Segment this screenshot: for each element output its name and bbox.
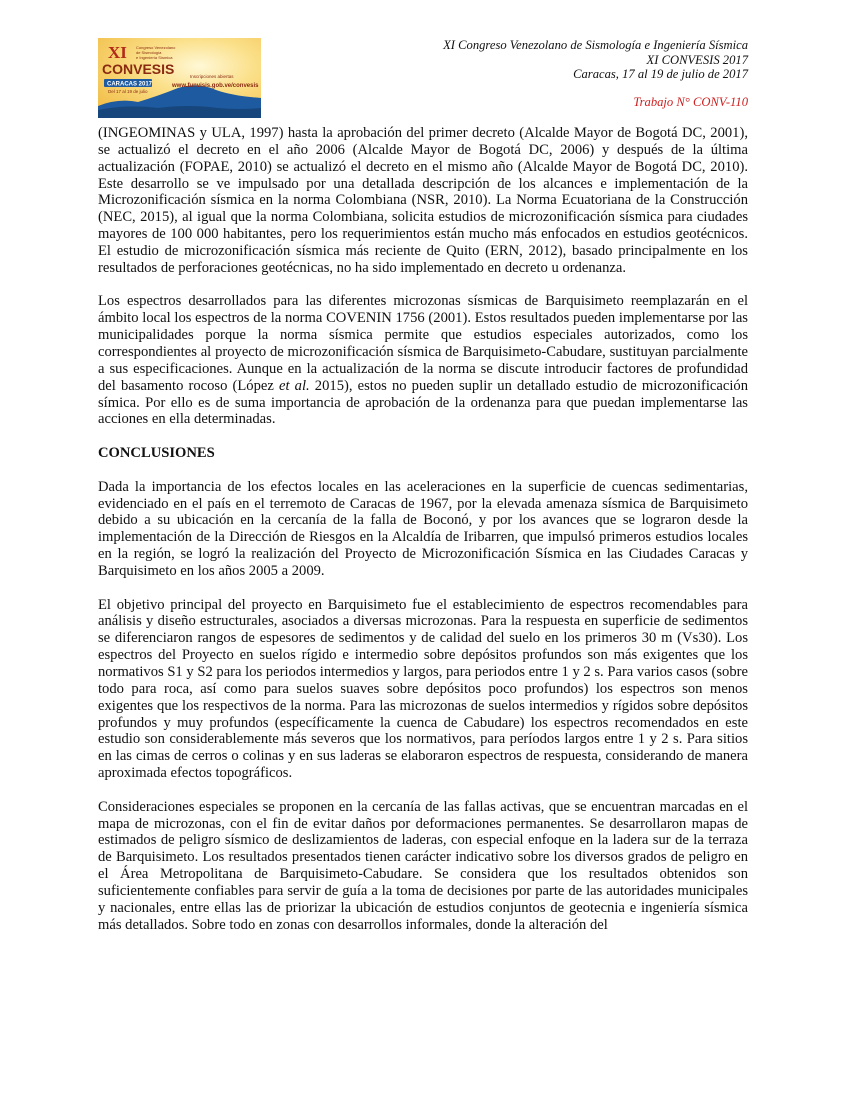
logo-dates: Del 17 al 19 de julio — [108, 89, 148, 94]
conference-logo — [98, 38, 261, 118]
paragraph-barquisimeto-spectra — [98, 293, 748, 428]
page-header — [443, 38, 748, 109]
header-paper-number: Trabajo N° CONV-110 — [633, 94, 748, 109]
paragraph-special-considerations: Consideraciones especiales se proponen en la cercanía de las fallas activas, que se encuentran marcadas en el mapa de microzonas, con el fin de evitar daños por deformaciones permanentes. Se desarrollaron mapas de estimados de peligro sísmico de deslizamientos de laderas, con especial enfoque en la ladera sur de la terraza de Barquisimeto. Los resultados presentados tienen carácter indicativo sobre los diversos grados de peligro en el Área Metropolitana de Barquisimeto-Cabudare. Se considera que los resultados obtenidos son suficientemente confiables para servir de guía a la toma de decisiones por parte de las autoridades municipales y nacionales, entre ellas las de priorizar la ubicación de estudios conjuntos de geotecnia e ingeniería sísmica más detallados. Sobre todo en zonas con desarrollos informales, donde la alteración del — [98, 798, 748, 933]
logo-tagline-2: de Sismología — [136, 50, 162, 55]
logo-registration: Inscripciones abiertas — [190, 74, 234, 79]
convesis-logo-graphic — [98, 38, 261, 118]
paper-body — [98, 125, 748, 950]
paragraph-project-objective: El objetivo principal del proyecto en Barquisimeto fue el establecimiento de espectros recomendables para análisis y diseño estructurales, asociados a diversas microzonas. Para la respuesta en superficie de sedimentos se diferenciaron rangos de espesores de sedimentos y de calidad del suelo en los primeros 30 m (Vs30). Los espectros del Proyecto en suelos rígido e intermedio sobre depósitos profundos son más exigentes que los normativos S1 y S2 para los periodos intermedios y largos, para periodos entre 1 y 2 s. Para varios casos (sobre todo para roca, así como para suelos suaves sobre depósitos poco profundos) los espectros son menos exigentes que los respectivos de la norma. Para las microzonas de suelos intermedios y rígidos sobre depósitos profundos y muy profundos (específicamente la cuenca de Cabudare) los espectros recomendados en este estudio son considerablemente más severos que los normativos, para períodos largos entre 1 y 2 s. Para sitios en las cimas de cerros o colinas y en sus laderas se elaboraron espectros de respuesta, considerando de manera aproximada efectos topográficos. — [98, 596, 748, 782]
header-congress-edition: XI CONVESIS 2017 — [646, 52, 748, 67]
paragraph-conclusions-intro: Dada la importancia de los efectos locales en las aceleraciones en la superficie de cuencas sedimentarias, evidenciado en el país en el terremoto de Caracas de 1967, por la elevada amenaza sísmica de Barquisimeto debido a su ubicación en la cercanía de la falla de Boconó, y por los avances que se lograron desde la implementación de la Dirección de Riesgos en la Alcaldía de Iribarren, que impulsó primeros estudios locales en la región, se logró la realización del Proyecto de Microzonificación Sísmica en las Ciudades Caracas y Barquisimeto en los años 2005 a 2009. — [98, 478, 748, 579]
header-congress-name: XI Congreso Venezolano de Sismología e Ingeniería Sísmica — [443, 38, 748, 52]
header-congress-dates: Caracas, 17 al 19 de julio de 2017 — [573, 67, 748, 81]
section-heading-conclusiones: CONCLUSIONES — [98, 445, 215, 462]
paragraph-colombia-ecuador: (INGEOMINAS y ULA, 1997) hasta la aprobación del primer decreto (Alcalde Mayor de Bogotá DC, 2001), se actualizó el decreto en el año 2006 (Alcalde Mayor de Bogotá DC, 2006) y después de la última actualización (FOPAE, 2010) se actualizó el decreto en el mismo año (Alcalde Mayor de Bogotá DC, 2010). Este desarrollo se ve impulsado por una detallada descripción de los alcances e implementación de la Microzonificación sísmica en la norma Colombiana (NSR, 2010). La Norma Ecuatoriana de la Construcción (NEC, 2015), al igual que la norma Colombiana, solicita estudios de microzonificación sísmica para ciudades mayores de 100 000 habitantes, pero los requerimientos están mucho más enfocados en estudios geotécnicos. El estudio de microzonificación sísmica más reciente de Quito (ERN, 2012), basado principalmente en los resultados de perforaciones geotécnicas, no ha sido implementado en decreto u ordenanza. — [98, 125, 748, 276]
logo-tagline-1: Congreso Venezolano — [136, 45, 176, 50]
citation-et-al: et al. — [279, 377, 310, 394]
logo-city-year: CARACAS 2017 — [107, 81, 153, 88]
paragraph-text: Los espectros desarrollados para las diferentes microzonas sísmicas de Barquisimeto reemplazarán en el ámbito local los espectros de la norma COVENIN 1756 (2001). Estos resultados pueden implementarse por las municipalidades porque la norma sísmica permite que estudios especiales autorizados, como los correspondientes al proyecto de microzonificación sísmica de Barquisimeto-Cabudare, sustituyan parcialmente a sus especificaciones. Aunque en la actualización de la norma se discute introducir factores de profundidad del basamento rocoso (López — [98, 293, 748, 394]
logo-roman: XI — [108, 43, 127, 62]
logo-website: www.funvisis.gob.ve/convesis — [172, 83, 259, 89]
paragraph-text: 2015), estos no pueden suplir un detallado estudio de microzonificación símica. Por ello es de suma importancia de aprobación de la ordenanza para que puedan implementarse las acciones en ella determinadas. — [98, 377, 749, 428]
logo-name: CONVESIS — [102, 61, 175, 77]
logo-tagline-3: e Ingeniería Sísmica — [136, 55, 173, 60]
